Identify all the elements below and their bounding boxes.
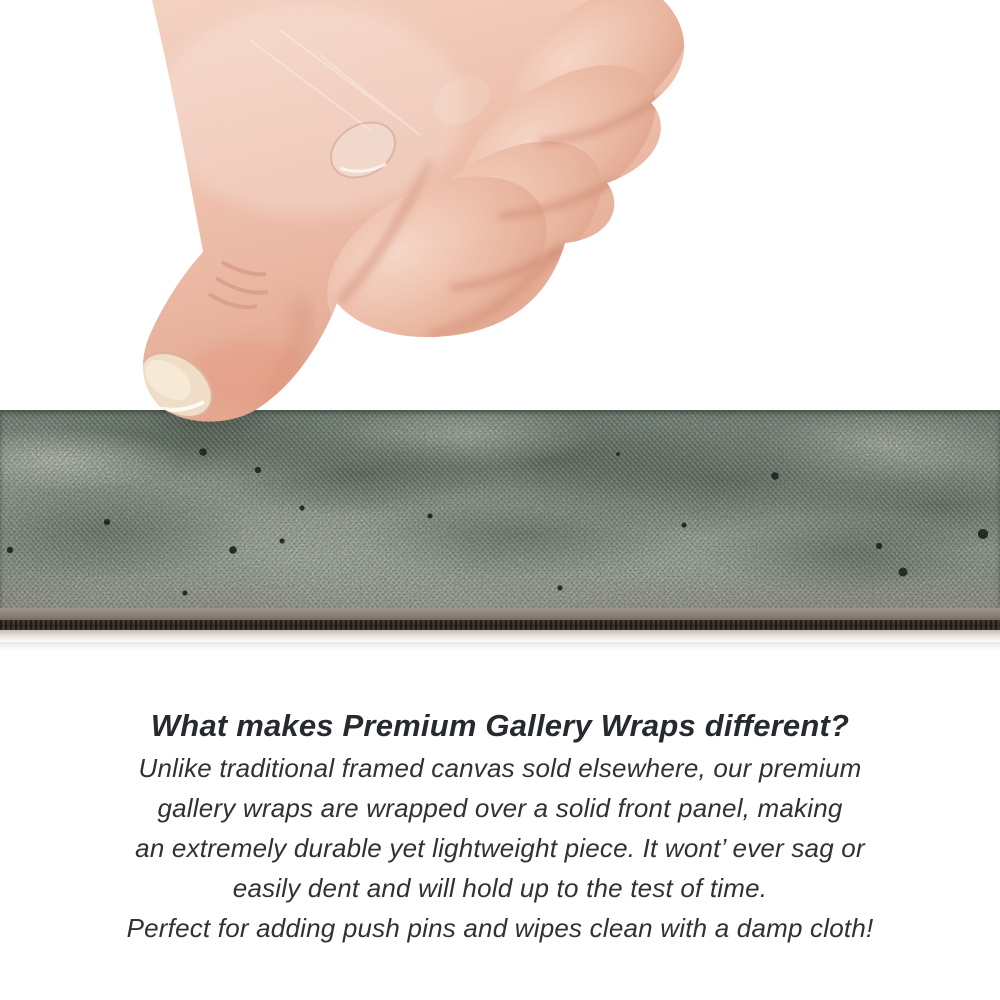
body-line-2: gallery wraps are wrapped over a solid front panel, making [157, 793, 843, 823]
hand-pressing-canvas [0, 0, 1000, 430]
strip-shadow [0, 642, 1000, 650]
hand-highlight [155, 5, 465, 215]
canvas-grain [0, 410, 1000, 610]
panel-dark-edge [0, 620, 1000, 630]
marketing-copy [0, 704, 1000, 948]
body-line-3: an extremely durable yet lightweight piece. It wont’ ever sag or [135, 833, 865, 863]
canvas-texture [0, 410, 1000, 610]
body-line-4: easily dent and will hold up to the test of time. [232, 873, 768, 903]
headline: What makes Premium Gallery Wraps different? [150, 708, 850, 743]
panel-light-edge [0, 630, 1000, 642]
body-line-1: Unlike traditional framed canvas sold elsewhere, our premium [138, 753, 862, 783]
canvas-edge-strip [0, 410, 1000, 650]
body-line-5: Perfect for adding push pins and wipes clean with a damp cloth! [126, 913, 874, 943]
